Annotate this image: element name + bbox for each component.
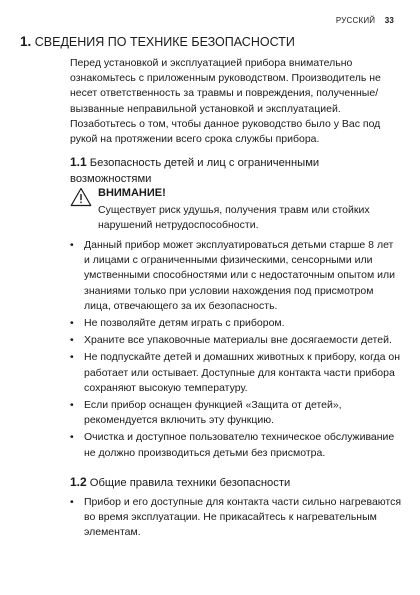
section-1-title: СВЕДЕНИЯ ПО ТЕХНИКЕ БЕЗОПАСНОСТИ [34, 35, 295, 49]
list-item: • Данный прибор может эксплуатироваться детьми старше 8 лет и лицами с ограниченными физическими, сенсорными или умственными способностями или с недостаточным опытом или знаниями только при условии нахождения под присмотром лица, отвечающего за их безопасность. [70, 238, 402, 314]
page-header [336, 16, 394, 25]
list-item: • Прибор и его доступные для контакта части сильно нагреваются во время эксплуатации. Не прикасайтесь к нагревательным элементам. [70, 495, 402, 541]
warning-triangle-icon [70, 187, 92, 207]
subsection-1-1-title: Безопасность детей и лиц с ограниченными возможностями [70, 157, 320, 185]
section-1-number: 1. [20, 34, 32, 49]
warning-title: ВНИМАНИЕ! [98, 187, 166, 199]
section-1-heading [20, 34, 295, 49]
subsection-1-1-number: 1.1 [70, 155, 87, 169]
language-label: РУССКИЙ [335, 16, 376, 25]
subsection-1-2-heading [70, 474, 402, 491]
intro-paragraph: Перед установкой и эксплуатацией прибора внимательно ознакомьтесь с приложенным руководством. Производитель не несет ответственность за травмы и повреждения, полученные/вызванные неправильной установкой и эксплуатацией. Позаботьтесь о том, чтобы данное руководство было у Вас под рукой на протяжении всего срока службы прибора. [70, 57, 381, 146]
safety-bullet-list-1 [70, 238, 402, 463]
list-item: • Очистка и доступное пользователю техническое обслуживание не должно производиться детьми без присмотра. [70, 430, 402, 460]
subsection-1-1-heading [70, 154, 402, 187]
list-item: • Если прибор оснащен функцией «Защита от детей», рекомендуется включить эту функцию. [70, 398, 402, 428]
safety-bullet-list-2 [70, 495, 402, 543]
warning-text: Существует риск удушья, получения травм или стойких нарушений нетрудоспособности. [98, 204, 370, 232]
subsection-1-2-title: Общие правила техники безопасности [89, 477, 291, 489]
page-number: 33 [384, 16, 394, 25]
list-item: • Не позволяйте детям играть с прибором. [70, 316, 402, 331]
list-item: • Не подпускайте детей и домашних животных к прибору, когда он работает или остывает. Доступные для контакта части прибора сохраняют высокую температуру. [70, 350, 402, 396]
list-item: • Храните все упаковочные материалы вне досягаемости детей. [70, 333, 402, 348]
subsection-1-2-number: 1.2 [70, 475, 87, 489]
